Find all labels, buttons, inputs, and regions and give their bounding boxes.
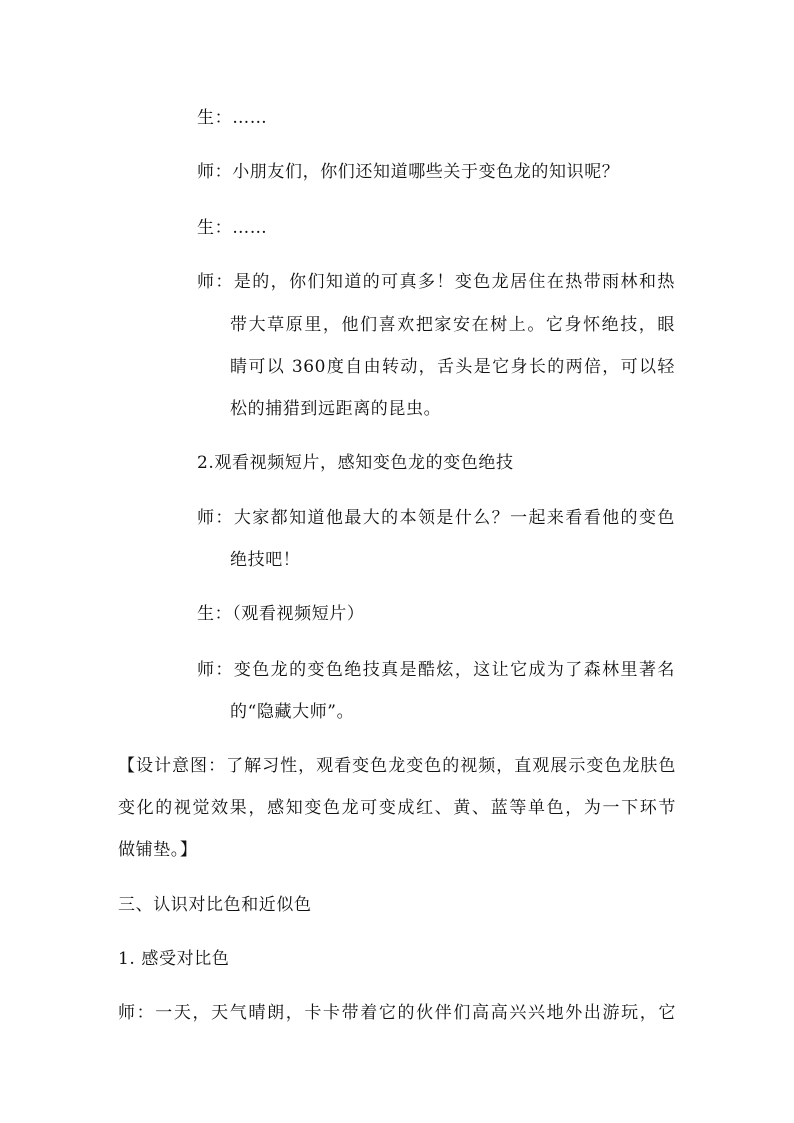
- text-line-teacher-answer-4: 松的捕猎到远距离的昆虫。: [230, 399, 442, 419]
- subsection-heading-contrast: 1. 感受对比色: [118, 949, 230, 969]
- text-line-teacher-question: 师：小朋友们，你们还知道哪些关于变色龙的知识呢？: [197, 162, 620, 182]
- text-line-teacher-video-2: 绝技吧！: [230, 550, 301, 570]
- text-line-teacher-video-1: 师：大家都知道他最大的本领是什么？一起来看看他的变色: [197, 508, 675, 528]
- text-line-teacher-remark-1: 师：变色龙的变色绝技真是酷炫，这让它成为了森林里著名: [197, 660, 675, 680]
- section-heading-three: 三、认识对比色和近似色: [118, 895, 312, 915]
- text-line-teacher-answer-1: 师：是的，你们知道的可真多！变色龙居住在热带雨林和热: [197, 272, 675, 292]
- text-line-student-reply-2: 生：……: [197, 218, 268, 238]
- design-intent-line-2: 变化的视觉效果，感知变色龙可变成红、黄、蓝等单色，为一下环节: [118, 798, 676, 818]
- section-heading-video: 2.观看视频短片，感知变色龙的变色绝技: [197, 453, 514, 473]
- design-intent-line-3: 做铺垫。】: [118, 840, 198, 860]
- text-line-teacher-remark-2: 的“隐藏大师”。: [230, 702, 355, 722]
- text-line-student-watch: 生：（观看视频短片）: [197, 604, 365, 624]
- design-intent-line-1: 【设计意图：了解习性，观看变色龙变色的视频，直观展示变色龙肤色: [118, 756, 676, 776]
- text-line-student-reply-1: 生：……: [197, 108, 268, 128]
- text-line-teacher-answer-2: 带大草原里，他们喜欢把家安在树上。它身怀绝技，眼: [230, 315, 675, 335]
- text-line-teacher-story: 师：一天，天气晴朗，卡卡带着它的伙伴们高高兴兴地外出游玩，它: [118, 1003, 676, 1023]
- text-line-teacher-answer-3: 睛可以 360度自由转动，舌头是它身长的两倍，可以轻: [230, 357, 675, 377]
